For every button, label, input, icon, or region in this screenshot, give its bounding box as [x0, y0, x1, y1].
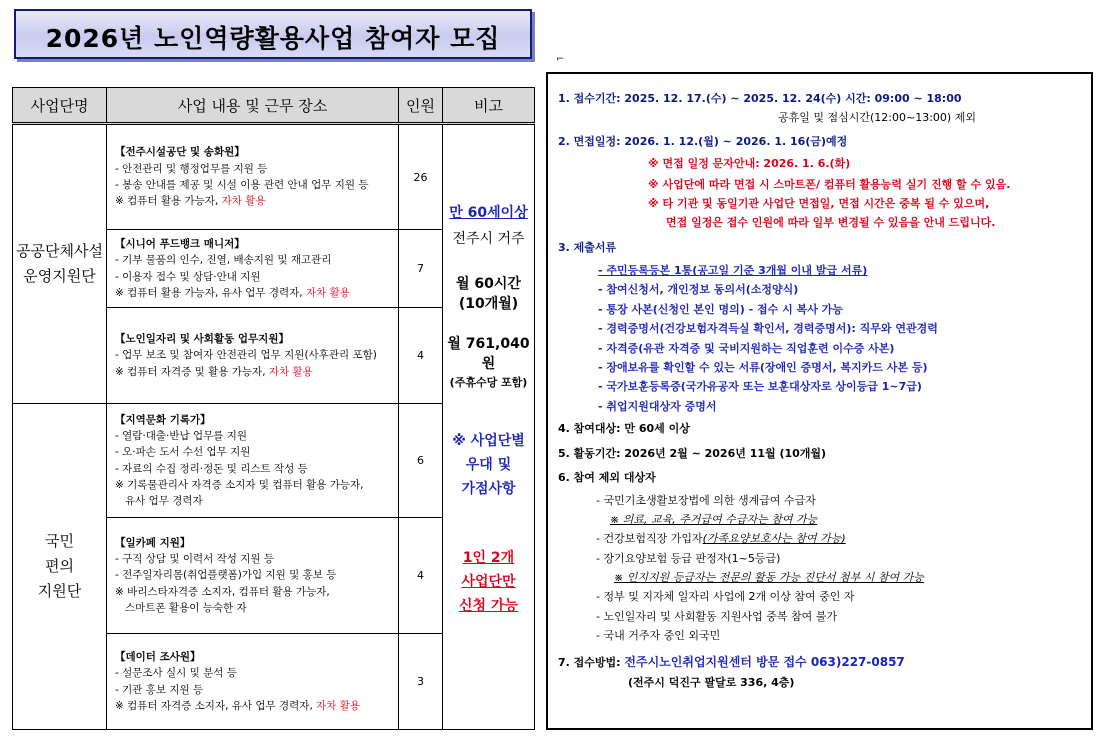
section-2-note-3: ※ 타 기관 및 동일기관 사업단 면접일, 면접 시간은 중복 될 수 있으며,: [648, 197, 990, 210]
job-cell: [107, 518, 399, 634]
section-3-docs: 3. 제출서류: [558, 241, 617, 254]
job-line: - 기부 물품의 인수, 진열, 배송지원 및 재고관리: [115, 254, 332, 267]
job-note: [115, 285, 390, 301]
section-2-note-2: ※ 사업단에 따라 면접 시 스마트폰/ 컴퓨터 활용능력 실기 진행 할 수 있음.: [648, 178, 1011, 191]
exclusion-item: - 장기요양보험 등급 판정자(1~5등급): [596, 552, 781, 565]
remark-cell: [443, 124, 535, 730]
doc-item: - 주민등록등본 1통(공고일 기준 3개월 이내 발급 서류): [598, 264, 868, 277]
doc-item: - 장애보유를 확인할 수 있는 서류(장애인 증명서, 복지카드 사본 등): [598, 361, 928, 374]
remark-limit-1: 1인 2개: [462, 549, 515, 566]
section-2-interview: 2. 면접일정: 2026. 1. 12.(월) ~ 2026. 1. 16(금)예정: [558, 135, 848, 148]
header-count: 인원: [399, 88, 443, 124]
job-line: - 구직 상담 및 이력서 작성 지원 등: [115, 553, 275, 566]
job-count: 4: [399, 308, 443, 404]
section-7-method: [558, 654, 905, 671]
section-1-period: 1. 접수기간: 2025. 12. 17.(수) ~ 2025. 12. 24(수) 시간: 09:00 ~ 18:00: [558, 92, 962, 105]
job-title: 【지역문화 기록가】: [115, 413, 211, 426]
doc-item: - 자격증(유관 자격증 및 국비지원하는 직업훈련 이수증 사본): [598, 342, 895, 355]
exclusion-item: - 국내 거주자 중인 외국민: [596, 629, 721, 642]
job-title: 【일카페 지원】: [115, 536, 191, 549]
job-title: 【전주시설공단 및 송화원】: [115, 146, 245, 159]
exclusion-note: ※ 인지지원 등급자는 전문의 활동 가능 진단서 첨부 시 참여 가능: [614, 571, 924, 584]
job-line: 유사 업무 경력자: [115, 495, 203, 508]
job-line: ※ 기록물관리사 자격증 소지자 및 컴퓨터 활용 가능자,: [115, 478, 364, 491]
job-line: - 열람·대출·반납 업무를 지원: [115, 430, 248, 443]
job-cell: [107, 308, 399, 404]
unit-name-line: 지원단: [37, 581, 82, 600]
job-note-text: ※ 컴퓨터 활용 가능자,: [115, 195, 222, 208]
exclusion-item-text: - 건강보험직장 가입자: [596, 532, 703, 545]
job-line: - 전주일자리몸(취업플랫폼)가입 지원 및 홍보 등: [115, 569, 337, 582]
corner-mark: ⌐: [556, 54, 565, 65]
exclusion-note: ※ 의료, 교육, 주거급여 수급자는 참여 가능: [610, 513, 818, 526]
header-remark: 비고: [443, 88, 535, 124]
remark-pref-3: 가점사항: [461, 481, 516, 498]
exclusion-item: [596, 531, 846, 547]
remark-hours: 월 60시간: [456, 275, 521, 292]
doc-item: - 통장 사본(신청인 본인 명의) - 접수 시 복사 가능: [598, 303, 843, 316]
job-line: ※ 바리스타자격증 소지자, 컴퓨터 활용 가능자,: [115, 585, 330, 598]
job-note: [115, 193, 390, 209]
info-box: [546, 72, 1093, 730]
unit-citizen-convenience: [13, 404, 107, 730]
doc-item: - 국가보훈등록증(국가유공자 또는 보훈대상자로 상이등급 1~7급): [598, 380, 922, 393]
job-note-red: 자차 활용: [305, 286, 350, 299]
job-count: 3: [399, 634, 443, 730]
title-banner: [14, 9, 532, 59]
job-line: - 안전관리 및 행정업무를 지원 등: [115, 162, 268, 175]
table-header-row: [13, 88, 535, 124]
job-count: 7: [399, 230, 443, 308]
unit-name-line: 편의: [45, 557, 74, 576]
remark-limit-2: 사업단만: [461, 573, 516, 590]
table-row: [13, 124, 535, 230]
section-2-note-1: ※ 면접 일정 문자안내: 2026. 1. 6.(화): [648, 157, 851, 170]
job-note-red: 자차 활용: [221, 195, 266, 208]
page-title: 2026년 노인역량활용사업 참여자 모집: [45, 24, 501, 53]
exclusion-item: - 노인일자리 및 사회활동 지원사업 중복 참여 불가: [596, 610, 837, 623]
job-line: - 오·파손 도서 수선 업무 지원: [115, 446, 251, 459]
remark-pay: 월 761,040원: [447, 336, 530, 373]
job-cell: [107, 634, 399, 730]
job-title: 【데이터 조사원】: [115, 651, 201, 664]
header-content: 사업 내용 및 근무 장소: [107, 88, 399, 124]
job-count: 26: [399, 124, 443, 230]
job-cell: [107, 404, 399, 518]
remark-pref-2: 우대 및: [465, 457, 512, 474]
remark-months: (10개월): [458, 295, 519, 312]
section-6-exclusion: 6. 참여 제외 대상자: [558, 471, 656, 484]
exclusion-item-note: (가족요양보호사는 참여 가능): [702, 532, 846, 545]
section-7-contact: 전주시노인취업지원센터 방문 접수 063)227-0857: [624, 655, 905, 669]
job-cell: [107, 124, 399, 230]
section-7-label: 7. 접수방법:: [558, 656, 625, 669]
job-cell: [107, 230, 399, 308]
remark-pay-note: (주휴수당 포함): [449, 375, 528, 389]
job-line: 스마트폰 활용이 능숙한 자: [115, 601, 247, 614]
job-note-text: ※ 컴퓨터 활용 가능자, 유사 업무 경력자,: [115, 286, 306, 299]
job-line: - 자료의 수집 정리·정돈 및 리스트 작성 등: [115, 462, 308, 475]
job-line: - 기관 홍보 지원 등: [115, 683, 204, 696]
section-2-note-4: 면접 일정은 접수 인원에 따라 일부 변경될 수 있음을 안내 드립니다.: [666, 216, 996, 229]
job-note: [115, 698, 390, 714]
doc-item: - 취업지원대상자 증명서: [598, 400, 717, 413]
job-count: 6: [399, 404, 443, 518]
job-title: 【시니어 푸드뱅크 매니저】: [115, 238, 245, 250]
unit-public-facility: [13, 124, 107, 404]
header-unit: 사업단명: [13, 88, 107, 124]
job-note-red: 자차 활용: [316, 699, 361, 712]
job-note-text: ※ 컴퓨터 자격증 소지자, 유사 업무 경력자,: [115, 699, 317, 712]
exclusion-item: - 정부 및 지자체 일자리 사업에 2개 이상 참여 중인 자: [596, 590, 855, 603]
section-5-period: 5. 활동기간: 2026년 2월 ~ 2026년 11월 (10개월): [558, 447, 827, 460]
jobs-table: [12, 87, 535, 730]
job-note-red: 자차 활용: [268, 365, 313, 378]
exclusion-item: - 국민기초생활보장법에 의한 생계급여 수급자: [596, 494, 816, 507]
job-note: [115, 364, 390, 380]
doc-item: - 경력증명서(건강보험자격득실 확인서, 경력증명서): 직무와 연관경력: [598, 322, 938, 335]
remark-age: 만 60세이상: [449, 205, 528, 221]
section-1-note: 공휴일 및 점심시간(12:00~13:00) 제외: [778, 111, 976, 124]
job-line: - 이용자 접수 및 상담·안내 지원: [115, 270, 261, 283]
remark-pref-1: ※ 사업단별: [452, 432, 525, 449]
unit-name-line: 운영지원단: [23, 267, 96, 286]
unit-name-line: 공공단체사설: [16, 242, 103, 261]
job-note-text: ※ 컴퓨터 자격증 및 활용 가능자,: [115, 365, 269, 378]
unit-name-line: 국민: [45, 532, 74, 551]
remark-resident: 전주시 거주: [452, 231, 525, 248]
job-title: 【노인일자리 및 사회활동 업무지원】: [115, 333, 289, 346]
job-count: 4: [399, 518, 443, 634]
remark-limit-3: 신청 가능: [459, 598, 518, 615]
job-line: - 업무 보조 및 참여자 안전관리 업무 지원(사후관리 포함): [115, 349, 377, 362]
job-line: - 설문조사 실시 및 분석 등: [115, 667, 237, 680]
section-4-target: 4. 참여대상: 만 60세 이상: [558, 422, 690, 435]
doc-item: - 참여신청서, 개인정보 동의서(소정양식): [598, 283, 799, 296]
job-line: - 봉송 안내를 제공 및 시설 이용 관련 안내 업무 지원 등: [115, 179, 369, 191]
section-7-address: (전주시 덕진구 팔달로 336, 4층): [628, 676, 795, 689]
